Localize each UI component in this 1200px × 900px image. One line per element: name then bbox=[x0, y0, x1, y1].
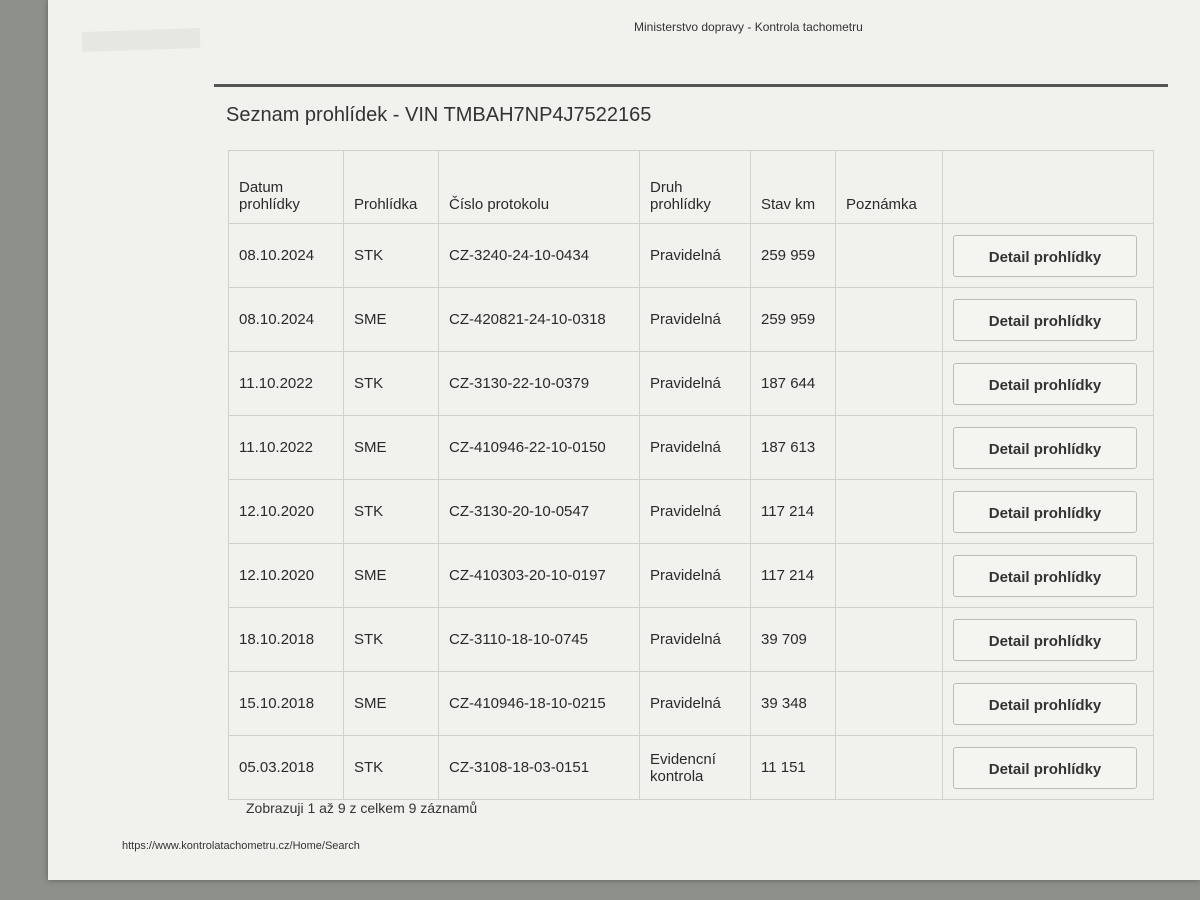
cell-kind: Pravidelná bbox=[640, 608, 751, 672]
header-rule bbox=[214, 84, 1168, 87]
cell-action bbox=[943, 736, 1154, 800]
cell-inspection: SME bbox=[344, 544, 439, 608]
cell-note bbox=[836, 416, 943, 480]
table-row bbox=[229, 352, 1154, 416]
detail-button[interactable]: Detail prohlídky bbox=[953, 491, 1137, 533]
cell-note bbox=[836, 352, 943, 416]
cell-action bbox=[943, 224, 1154, 288]
cell-kind: Pravidelná bbox=[640, 672, 751, 736]
detail-button[interactable]: Detail prohlídky bbox=[953, 427, 1137, 469]
cell-km: 117 214 bbox=[751, 480, 836, 544]
cell-note bbox=[836, 544, 943, 608]
table-row bbox=[229, 608, 1154, 672]
cell-kind: Pravidelná bbox=[640, 480, 751, 544]
cell-action bbox=[943, 480, 1154, 544]
detail-button[interactable]: Detail prohlídky bbox=[953, 683, 1137, 725]
cell-inspection: STK bbox=[344, 608, 439, 672]
cell-km: 11 151 bbox=[751, 736, 836, 800]
cell-date: 12.10.2020 bbox=[229, 480, 344, 544]
cell-protocol: CZ-410946-18-10-0215 bbox=[439, 672, 640, 736]
cell-date: 18.10.2018 bbox=[229, 608, 344, 672]
cell-inspection: SME bbox=[344, 288, 439, 352]
cell-km: 39 348 bbox=[751, 672, 836, 736]
cell-date: 05.03.2018 bbox=[229, 736, 344, 800]
records-summary: Zobrazuji 1 až 9 z celkem 9 záznamů bbox=[246, 800, 478, 816]
cell-protocol: CZ-3130-20-10-0547 bbox=[439, 480, 640, 544]
cell-date: 11.10.2022 bbox=[229, 416, 344, 480]
detail-button[interactable]: Detail prohlídky bbox=[953, 555, 1137, 597]
cell-note bbox=[836, 480, 943, 544]
cell-protocol: CZ-3108-18-03-0151 bbox=[439, 736, 640, 800]
cell-protocol: CZ-410946-22-10-0150 bbox=[439, 416, 640, 480]
cell-km: 187 613 bbox=[751, 416, 836, 480]
cell-note bbox=[836, 672, 943, 736]
column-header-note: Poznámka bbox=[836, 151, 943, 224]
detail-button[interactable]: Detail prohlídky bbox=[953, 363, 1137, 405]
cell-kind: Pravidelná bbox=[640, 416, 751, 480]
cell-protocol: CZ-410303-20-10-0197 bbox=[439, 544, 640, 608]
cell-protocol: CZ-3110-18-10-0745 bbox=[439, 608, 640, 672]
print-header: Ministerstvo dopravy - Kontrola tachometru bbox=[634, 20, 863, 34]
table-row bbox=[229, 480, 1154, 544]
cell-kind: Pravidelná bbox=[640, 224, 751, 288]
cell-protocol: CZ-3240-24-10-0434 bbox=[439, 224, 640, 288]
table-row bbox=[229, 224, 1154, 288]
cell-km: 259 959 bbox=[751, 224, 836, 288]
column-header-date: Datum prohlídky bbox=[229, 151, 344, 224]
detail-button[interactable]: Detail prohlídky bbox=[953, 299, 1137, 341]
print-url: https://www.kontrolatachometru.cz/Home/Search bbox=[122, 840, 360, 852]
cell-inspection: STK bbox=[344, 224, 439, 288]
column-header-km: Stav km bbox=[751, 151, 836, 224]
tape-strip bbox=[82, 28, 201, 52]
cell-inspection: STK bbox=[344, 480, 439, 544]
cell-protocol: CZ-3130-22-10-0379 bbox=[439, 352, 640, 416]
cell-action bbox=[943, 608, 1154, 672]
printed-page bbox=[48, 0, 1200, 880]
cell-inspection: SME bbox=[344, 416, 439, 480]
cell-note bbox=[836, 608, 943, 672]
cell-km: 187 644 bbox=[751, 352, 836, 416]
cell-inspection: STK bbox=[344, 352, 439, 416]
inspection-table bbox=[228, 150, 1154, 800]
column-header-kind: Druh prohlídky bbox=[640, 151, 751, 224]
cell-protocol: CZ-420821-24-10-0318 bbox=[439, 288, 640, 352]
cell-kind: Pravidelná bbox=[640, 288, 751, 352]
table-row bbox=[229, 416, 1154, 480]
cell-note bbox=[836, 736, 943, 800]
cell-km: 39 709 bbox=[751, 608, 836, 672]
cell-note bbox=[836, 288, 943, 352]
cell-inspection: SME bbox=[344, 672, 439, 736]
cell-action bbox=[943, 544, 1154, 608]
cell-km: 117 214 bbox=[751, 544, 836, 608]
cell-date: 08.10.2024 bbox=[229, 288, 344, 352]
cell-kind: Evidencní kontrola bbox=[640, 736, 751, 800]
detail-button[interactable]: Detail prohlídky bbox=[953, 747, 1137, 789]
column-header-inspection: Prohlídka bbox=[344, 151, 439, 224]
cell-action bbox=[943, 672, 1154, 736]
column-header-protocol: Číslo protokolu bbox=[439, 151, 640, 224]
cell-action bbox=[943, 288, 1154, 352]
cell-date: 15.10.2018 bbox=[229, 672, 344, 736]
cell-action bbox=[943, 416, 1154, 480]
cell-date: 11.10.2022 bbox=[229, 352, 344, 416]
cell-note bbox=[836, 224, 943, 288]
table-row bbox=[229, 544, 1154, 608]
cell-date: 08.10.2024 bbox=[229, 224, 344, 288]
cell-kind: Pravidelná bbox=[640, 544, 751, 608]
detail-button[interactable]: Detail prohlídky bbox=[953, 619, 1137, 661]
table-row bbox=[229, 288, 1154, 352]
cell-km: 259 959 bbox=[751, 288, 836, 352]
detail-button[interactable]: Detail prohlídky bbox=[953, 235, 1137, 277]
cell-kind: Pravidelná bbox=[640, 352, 751, 416]
page-title: Seznam prohlídek - VIN TMBAH7NP4J7522165 bbox=[226, 104, 652, 126]
column-header-action bbox=[943, 151, 1154, 224]
cell-inspection: STK bbox=[344, 736, 439, 800]
table-header-row bbox=[229, 151, 1154, 224]
cell-date: 12.10.2020 bbox=[229, 544, 344, 608]
table-row bbox=[229, 736, 1154, 800]
table-row bbox=[229, 672, 1154, 736]
cell-action bbox=[943, 352, 1154, 416]
